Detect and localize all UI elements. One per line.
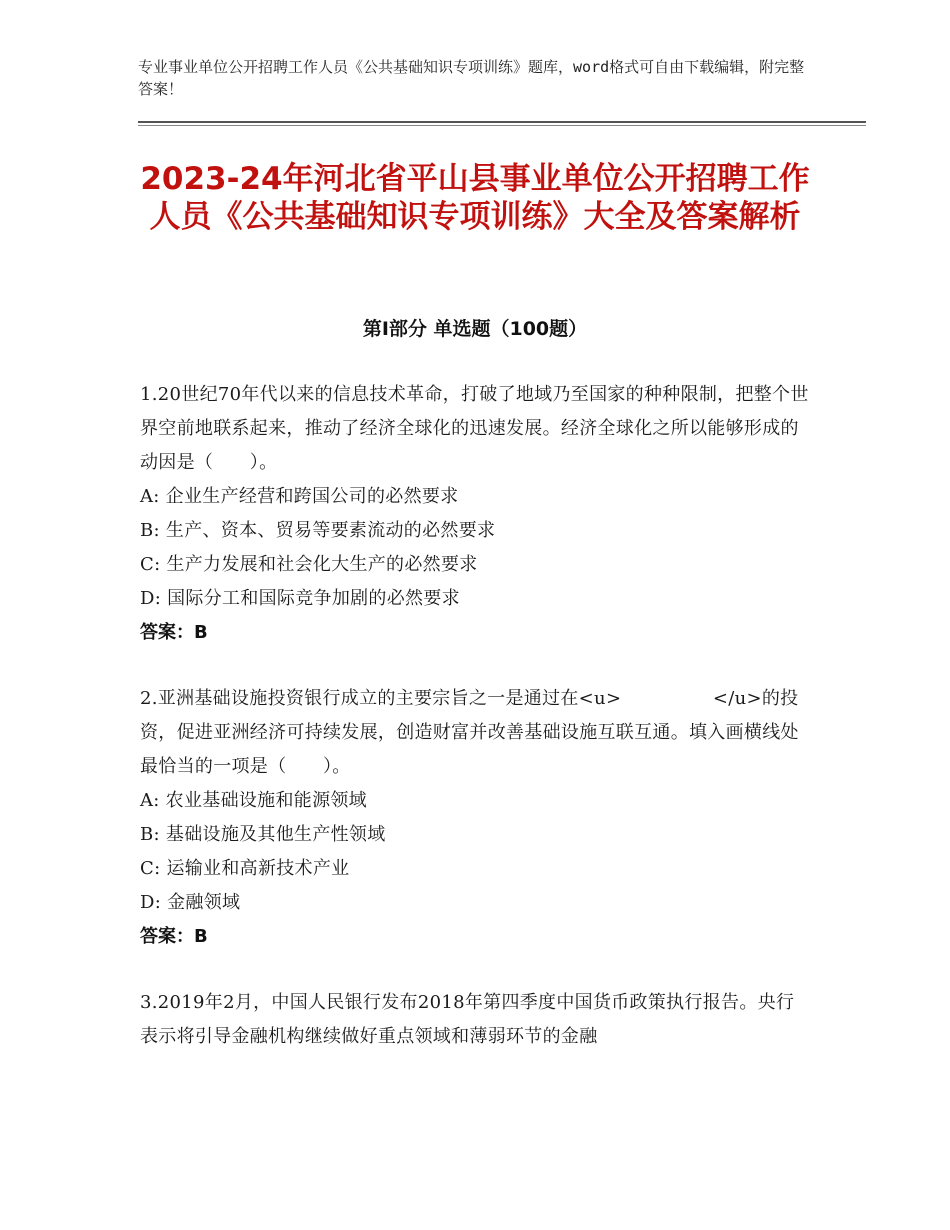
answer: 答案：B <box>140 926 208 947</box>
header-rule-thin <box>138 125 866 126</box>
option-d: D: 国际分工和国际竞争加剧的必然要求 <box>140 588 460 609</box>
header-note: 专业事业单位公开招聘工作人员《公共基础知识专项训练》题库，word格式可自由下载编辑，附完整答案！ <box>138 58 805 98</box>
header-rule-thick <box>138 121 866 123</box>
option-a: A: 农业基础设施和能源领域 <box>140 790 367 811</box>
option-d: D: 金融领域 <box>140 892 241 913</box>
answer: 答案：B <box>140 622 208 643</box>
option-b: B: 基础设施及其他生产性领域 <box>140 824 386 845</box>
question-stem: 3.2019年2月，中国人民银行发布2018年第四季度中国货币政策执行报告。央行表示将引导金融机构继续做好重点领域和薄弱环节的金融 <box>140 992 795 1047</box>
question-3 <box>140 986 810 1054</box>
question-1 <box>140 378 810 650</box>
option-b: B: 生产、资本、贸易等要素流动的必然要求 <box>140 520 496 541</box>
question-stem: 1.20世纪70年代以来的信息技术革命，打破了地域乃至国家的种种限制，把整个世界空前地联系起来，推动了经济全球化的迅速发展。经济全球化之所以能够形成的动因是（ ）。 <box>140 384 809 473</box>
question-2 <box>140 682 810 954</box>
question-stem: 2.亚洲基础设施投资银行成立的主要宗旨之一是通过在<u> </u>的投资，促进亚洲经济可持续发展，创造财富并改善基础设施互联互通。填入画横线处最恰当的一项是（ ）。 <box>140 688 799 777</box>
section-title: 第Ⅰ部分 单选题（100题） <box>362 318 588 340</box>
document-title: 2023-24年河北省平山县事业单位公开招聘工作人员《公共基础知识专项训练》大全及答案解析 <box>140 161 810 235</box>
option-a: A: 企业生产经营和跨国公司的必然要求 <box>140 486 459 507</box>
option-c: C: 运输业和高新技术产业 <box>140 858 350 879</box>
question-list <box>140 378 810 1086</box>
option-c: C: 生产力发展和社会化大生产的必然要求 <box>140 554 478 575</box>
